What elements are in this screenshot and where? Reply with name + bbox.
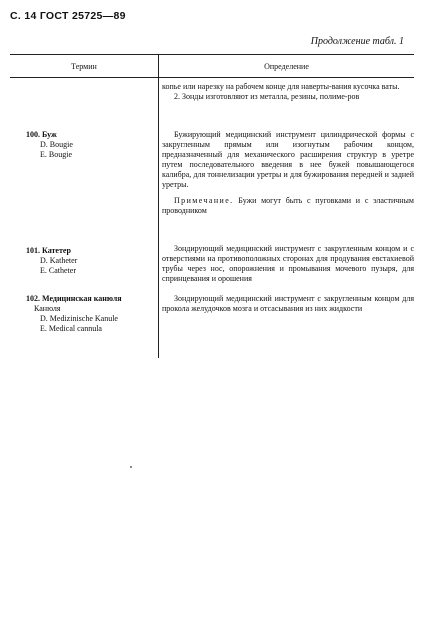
term-101 <box>26 246 77 276</box>
definition-101 <box>162 244 414 284</box>
term-german: D. Bougie <box>40 140 73 149</box>
term-english: E. Medical cannula <box>40 324 102 333</box>
term-100 <box>26 130 73 160</box>
definition-note <box>162 196 414 216</box>
term-german: D. Medizinische Kanule <box>40 314 118 323</box>
table-header <box>10 55 414 78</box>
column-divider <box>158 78 159 358</box>
terms-table <box>10 54 414 358</box>
term-german: D. Katheter <box>40 256 78 265</box>
definition-102 <box>162 294 414 314</box>
table-continuation-label: Продолжение табл. 1 <box>310 36 404 47</box>
definition-100 <box>162 130 414 216</box>
column-header-definition: Определение <box>264 61 309 71</box>
definition-line: копье или нарезку на рабочем конце для наверты-вания кусочка ваты. <box>162 82 400 91</box>
term-english: E. Catheter <box>40 266 76 275</box>
term-102 <box>26 294 154 334</box>
term-title: 100. Буж <box>26 130 57 139</box>
term-english: E. Bougie <box>40 150 72 159</box>
column-header-term: Термин <box>10 55 159 77</box>
table-body <box>10 78 414 358</box>
page-header: С. 14 ГОСТ 25725—89 <box>10 10 126 22</box>
note-label: Примечание. <box>174 196 234 205</box>
note-text: Бужи могут быть с пуговками и с эластичным проводником <box>162 196 414 215</box>
term-title: 101. Катетер <box>26 246 71 255</box>
definition-text: Зондирующий медицинский инструмент с закругленным концом для прокола желудочков мозга и отсасывания из них жидкости <box>162 294 414 313</box>
definition-text: Зондирующий медицинский инструмент с закругленным концом и с отверстиями на противоположных сторонах для продувания евстахиевой трубы через нос, опорожнения и промывания мочевого пузыря, для спринцевания и орошения <box>162 244 414 283</box>
definition-line: 2. Зонды изготовляют из металла, резины, полиме-ров <box>174 92 360 101</box>
term-title: 102. Медицинская канюля <box>26 294 122 303</box>
speck-mark <box>130 466 132 468</box>
term-alt: Канюля <box>34 304 61 313</box>
definition-text: Бужирующий медицинский инструмент цилиндрической формы с закругленным прямым или изогнутым рабочим концом, предназначенный для механического расширения структур в уретре путем последовательного введения в нее бужей повышающегося калибра, для тоннелизации уретры и для бужирования передней и задней уретры. <box>162 130 414 189</box>
definition-fragment <box>162 82 414 102</box>
